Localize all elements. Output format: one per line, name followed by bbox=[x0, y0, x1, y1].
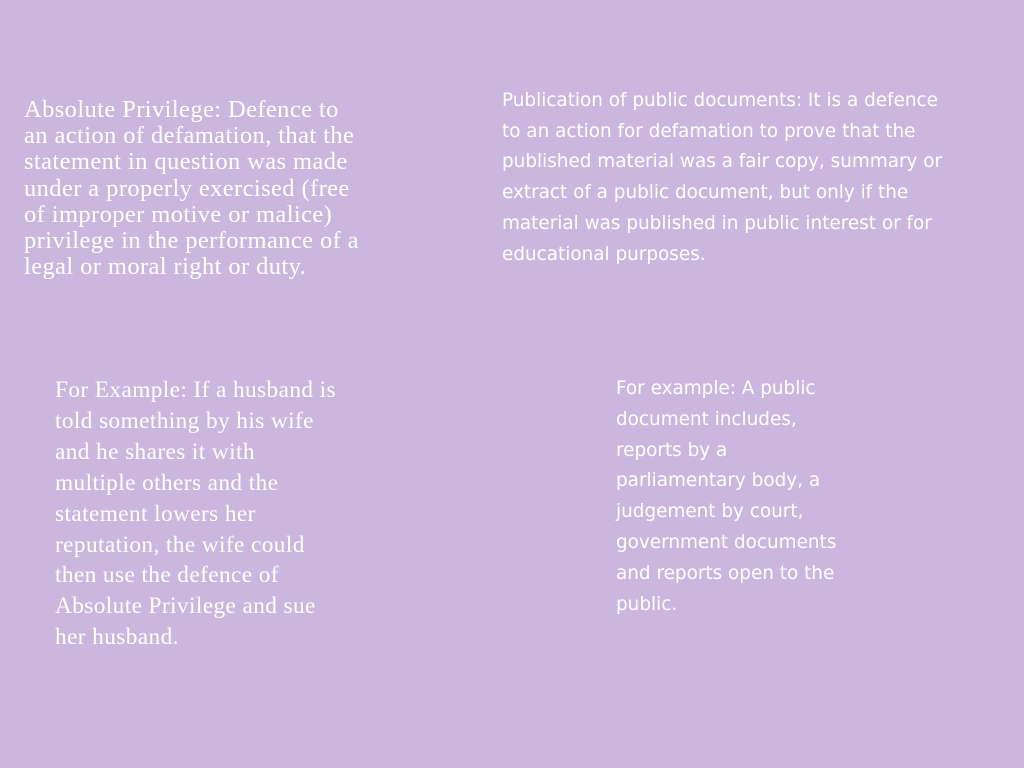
absolute-privilege-definition: Absolute Privilege: Defence to an action of defamation, that the statement in question was made under a properly exercised (free of improper motive or malice) privilege in the performance of a legal or moral right or duty. bbox=[24, 96, 359, 281]
public-documents-definition: Publication of public documents: It is a defence to an action for defamation to prove that the published material was a fair copy, summary or extract of a public document, but only if the material was published in public interest or for educational purposes. bbox=[502, 90, 943, 265]
absolute-privilege-example: For Example: If a husband is told something by his wife and he shares it with multiple others and the statement lowers her reputation, the wife could then use the defence of Absolute Privilege and sue her husband. bbox=[55, 377, 337, 651]
public-document-example: For example: A public document includes, reports by a parliamentary body, a judgement by court, government documents and reports open to the public. bbox=[616, 378, 837, 615]
